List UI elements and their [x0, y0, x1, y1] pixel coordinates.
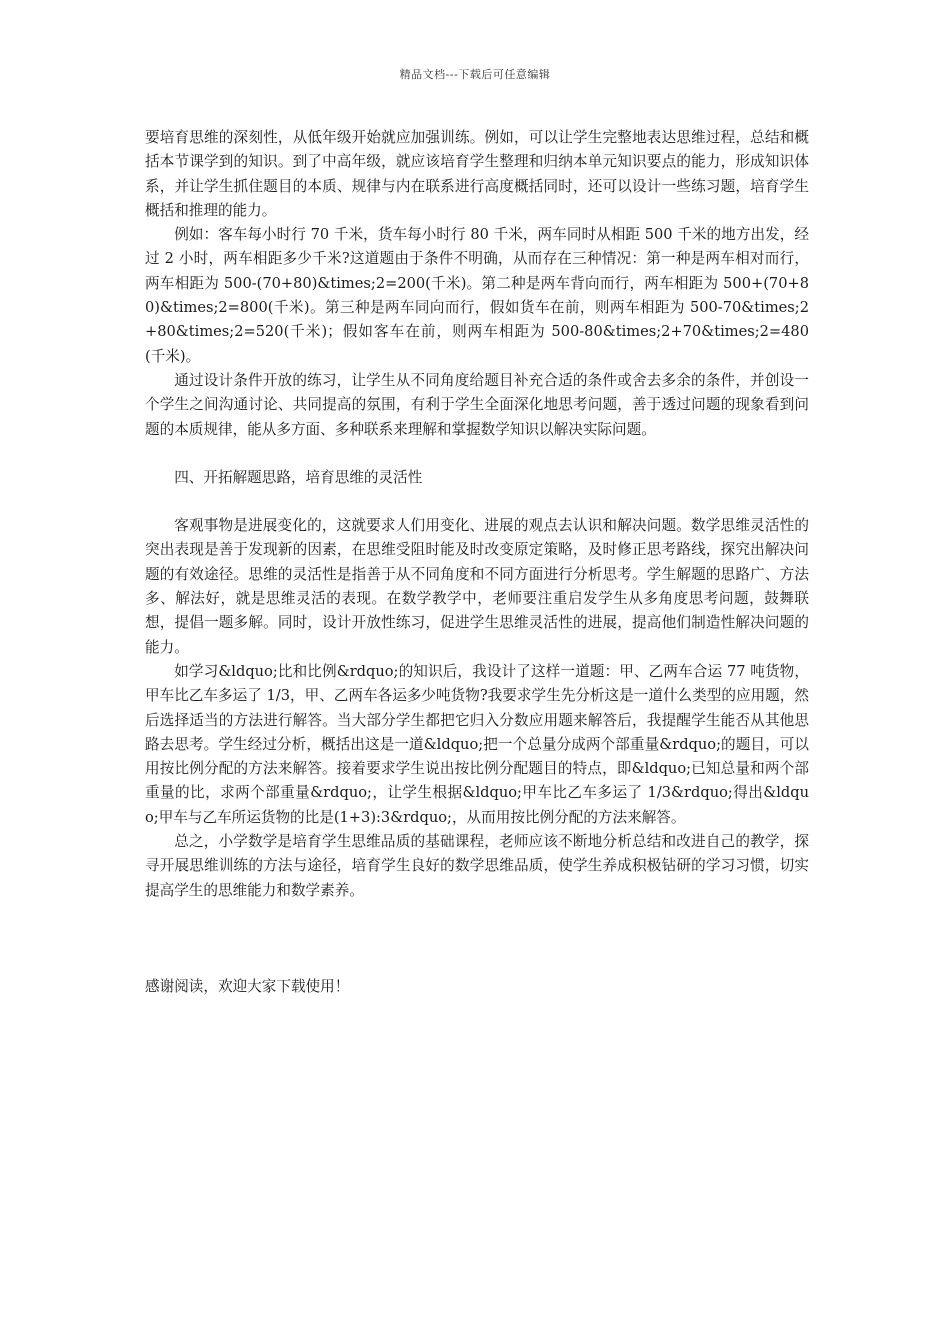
spacer	[145, 903, 809, 975]
closing-note: 感谢阅读，欢迎大家下载使用！	[145, 977, 350, 995]
paragraph-depth-training: 要培育思维的深刻性，从低年级开始就应加强训练。例如，可以让学生完整地表达思维过程，总结和概括本节课学到的知识。到了中高年级，就应该培育学生整理和归纳本单元知识要点的能力，形成知识体系，并让学生抓住题目的本质、规律与内在联系进行高度概括同时，还可以设计一些练习题，培育学生概括和推理的能力。	[145, 129, 809, 219]
section-heading-four: 四、开拓解题思路，培育思维的灵活性	[174, 468, 423, 486]
paragraph-example-cars: 例如：客车每小时行 70 千米，货车每小时行 80 千米，两车同时从相距 500 千米的地方出发，经过 2 小时，两车相距多少千米?这道题由于条件不明确，从而存在三种情况：第一种是两车相对而行，两车相距为 500-(70+80)&times;2=200(千米)。第二种是两车背向而行，两车相距为 500+(70+80)&times;2=800(千米)。第三种是两车同向而行，假如货车在前，则两车相距为 500-70&times;2+80&times;2=520(千米)；假如客车在前，则两车相距为 500-80&times;2+70&times;2=480(千米)。	[145, 226, 809, 365]
document-body	[145, 126, 809, 999]
paragraph-conclusion: 总之，小学数学是培育学生思维品质的基础课程，老师应该不断地分析总结和改进自己的教学，探寻开展思维训练的方法与途径，培育学生良好的数学思维品质，使学生养成积极钻研的学习习惯，切实提高学生的思维能力和数学素养。	[145, 833, 809, 899]
spacer	[145, 490, 809, 514]
paragraph-open-conditions: 通过设计条件开放的练习，让学生从不同角度给题目补充合适的条件或舍去多余的条件，并创设一个学生之间沟通讨论、共同提高的氛围，有利于学生全面深化地思考问题，善于透过问题的现象看到问题的本质规律，能从多方面、多种联系来理解和掌握数学知识以解决实际问题。	[145, 371, 809, 438]
paragraph-flexibility: 客观事物是进展变化的，这就要求人们用变化、进展的观点去认识和解决问题。数学思维灵活性的突出表现是善于发现新的因素，在思维受阻时能及时改变原定策略，及时修正思考路线，探究出解决问题的有效途径。思维的灵活性是指善于从不同角度和不同方面进行分析思考。学生解题的思路广、方法多、解法好，就是思维灵活的表现。在数学教学中，老师要注重启发学生从多角度思考问题，鼓舞联想，提倡一题多解。同时，设计开放性练习，促进学生思维灵活性的进展，提高他们制造性解决问题的能力。	[145, 517, 809, 656]
spacer	[145, 442, 809, 466]
page-header: 精品文档---下载后可任意编辑	[399, 68, 551, 81]
paragraph-ratio-example: 如学习&ldquo;比和比例&rdquo;的知识后，我设计了这样一道题：甲、乙两车合运 77 吨货物，甲车比乙车多运了 1/3，甲、乙两车各运多少吨货物?我要求学生先分析这是一道什么类型的应用题，然后选择适当的方法进行解答。当大部分学生都把它归入分数应用题来解答后，我提醒学生能否从其他思路去思考。学生经过分析，概括出这是一道&ldquo;把一个总量分成两个部重量&rdquo;的题目，可以用按比例分配的方法来解答。接着要求学生说出按比例分配题目的特点，即&ldquo;已知总量和两个部重量的比，求两个部重量&rdquo;，让学生根据&ldquo;甲车比乙车多运了 1/3&rdquo;得出&ldquo;甲车与乙车所运货物的比是(1+3):3&rdquo;，从而用按比例分配的方法来解答。	[145, 662, 809, 826]
